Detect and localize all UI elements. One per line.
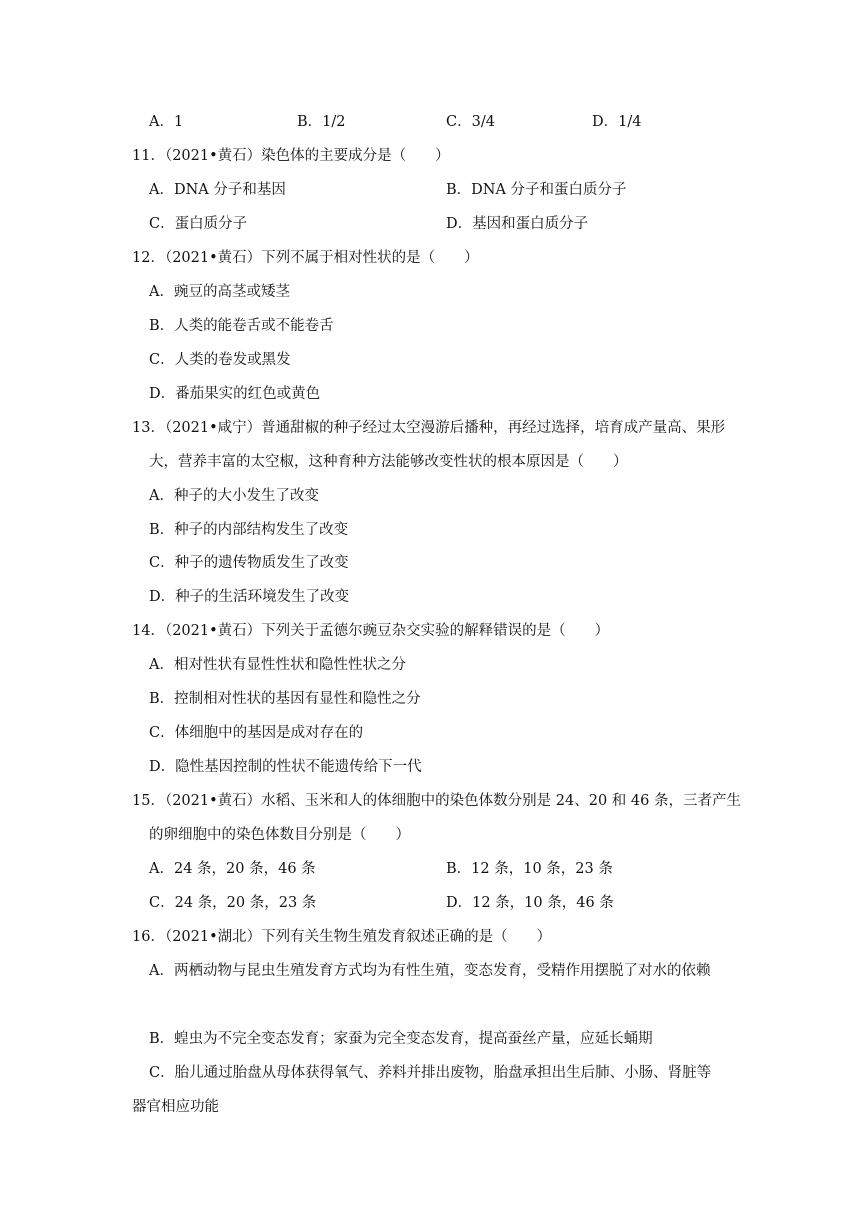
question-15-option-c: C．24 条，20 条，23 条 bbox=[149, 895, 317, 911]
question-13-option-c: C．种子的遗传物质发生了改变 bbox=[149, 555, 349, 571]
question-15-option-a: A．24 条，20 条，46 条 bbox=[149, 861, 316, 877]
question-11-option-d: D．基因和蛋白质分子 bbox=[446, 216, 589, 232]
question-11-option-c: C．蛋白质分子 bbox=[149, 216, 248, 232]
question-12-stem: 12．（2021•黄石）下列不属于相对性状的是（ ） bbox=[132, 250, 479, 266]
question-16-option-c: C．胎儿通过胎盘从母体获得氧气、养料并排出废物，胎盘承担出生后肺、小肠、肾脏等 bbox=[149, 1065, 712, 1081]
question-15-stem-continued: 的卵细胞中的染色体数目分别是（ ） bbox=[149, 827, 410, 843]
question-12-option-c: C．人类的卷发或黑发 bbox=[149, 352, 291, 368]
question-11-option-b: B．DNA 分子和蛋白质分子 bbox=[446, 182, 627, 198]
question-16-stem: 16．（2021•湖北）下列有关生物生殖发育叙述正确的是（ ） bbox=[132, 929, 552, 945]
question-12-option-d: D．番茄果实的红色或黄色 bbox=[149, 386, 321, 402]
question-16-option-c-continued: 器官相应功能 bbox=[132, 1099, 219, 1115]
question-13-stem-continued: 大，营养丰富的太空椒，这种育种方法能够改变性状的根本原因是（ ） bbox=[149, 454, 628, 470]
question-11-stem: 11．（2021•黄石）染色体的主要成分是（ ） bbox=[132, 148, 450, 164]
question-12-option-a: A．豌豆的高茎或矮茎 bbox=[149, 284, 290, 300]
question-13-option-d: D．种子的生活环境发生了改变 bbox=[149, 589, 350, 605]
option-a: A．1 bbox=[149, 114, 184, 130]
question-12-option-b: B．人类的能卷舌或不能卷舌 bbox=[149, 318, 334, 334]
option-c: C．3/4 bbox=[446, 114, 495, 130]
question-13-stem: 13．（2021•咸宁）普通甜椒的种子经过太空漫游后播种，再经过选择，培育成产量高、果形 bbox=[132, 420, 726, 436]
question-14-option-a: A．相对性状有显性性状和隐性性状之分 bbox=[149, 657, 406, 673]
question-11-option-a: A．DNA 分子和基因 bbox=[149, 182, 286, 198]
question-14-stem: 14．（2021•黄石）下列关于孟德尔豌豆杂交实验的解释错误的是（ ） bbox=[132, 623, 610, 639]
question-14-option-d: D．隐性基因控制的性状不能遗传给下一代 bbox=[149, 759, 422, 775]
question-13-option-a: A．种子的大小发生了改变 bbox=[149, 488, 319, 504]
question-14-option-c: C．体细胞中的基因是成对存在的 bbox=[149, 725, 364, 741]
option-d: D．1/4 bbox=[592, 114, 642, 130]
question-16-option-a: A．两栖动物与昆虫生殖发育方式均为有性生殖，变态发育，受精作用摆脱了对水的依赖 bbox=[149, 963, 711, 979]
question-15-stem: 15．（2021•黄石）水稻、玉米和人的体细胞中的染色体数分别是 24、20 和 46 条，三者产生 bbox=[132, 793, 741, 809]
question-15-option-d: D．12 条，10 条，46 条 bbox=[446, 895, 614, 911]
question-15-option-b: B．12 条，10 条，23 条 bbox=[446, 861, 613, 877]
question-13-option-b: B．种子的内部结构发生了改变 bbox=[149, 522, 349, 538]
question-14-option-b: B．控制相对性状的基因有显性和隐性之分 bbox=[149, 691, 421, 707]
question-16-option-b: B．蝗虫为不完全变态发育；家蚕为完全变态发育，提高蚕丝产量，应延长蛹期 bbox=[149, 1031, 653, 1047]
option-b: B．1/2 bbox=[297, 114, 346, 130]
